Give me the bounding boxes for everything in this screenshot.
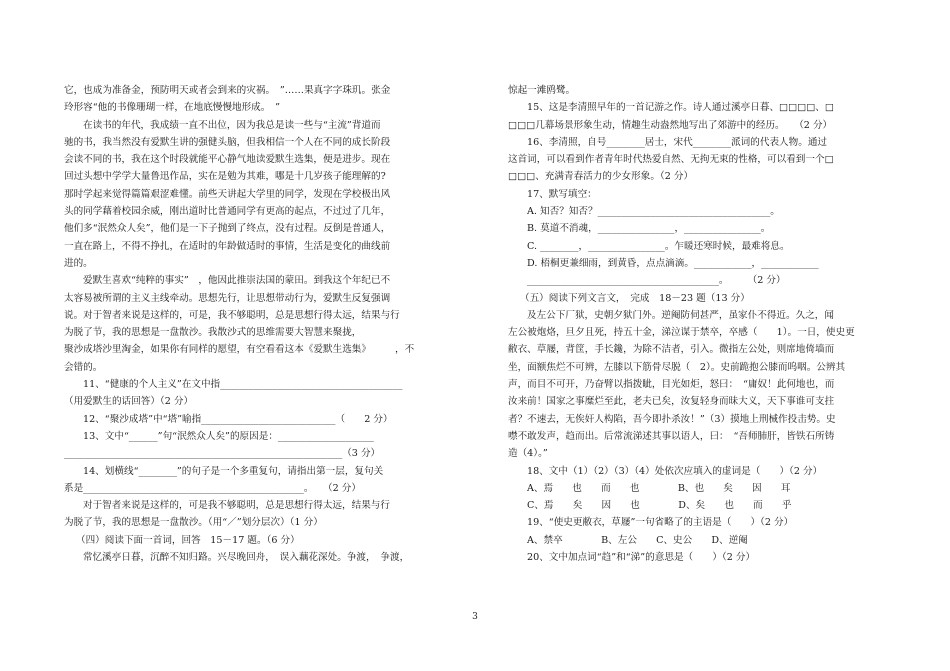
text-line: 对于智者来说是这样的，可是我不够聪明，总是思想行得太远，结果与行 xyxy=(83,500,390,512)
question-15: 15、这是李清照早年的一首记游之作。诗人通过溪亭日暮、□□□□、□ xyxy=(527,102,834,114)
text-line: 聚沙成塔沙里淘金，如果你有同样的愿望，有空看看这本《爱默生选集》 ，不 xyxy=(64,344,415,356)
text-line: 它，也成为准备金，预防明天或者会到来的灾祸。 ”……果真字字珠玑。张金 xyxy=(64,85,391,96)
option-c: C. ________，________________。乍暖还寒时候，最难将息。 xyxy=(527,240,790,252)
question-16: 16、李清照，自号________居士，宋代________派词的代表人物。通过 xyxy=(527,136,828,148)
option-a: A. 知否？知否？____________________________________。 xyxy=(527,206,780,218)
passage-line: 造（4）。” xyxy=(508,448,548,460)
passage-line: 汝来前！国家之事糜烂至此，老夫已矣，汝复轻身而昧大义，天下事谁可支拄 xyxy=(508,396,835,408)
passage-line: 敝衣、草屦，背筐，手长鑱，为除不洁者，引入。微指左公处，则席地倚墙而 xyxy=(508,344,835,356)
question-11: 11、“健康的个人主义”在文中指______________________________________ xyxy=(83,379,403,391)
question-17: 17、默写填空： xyxy=(527,188,597,200)
choice-line: A、焉 也 而 也 B、也 矣 因 耳 xyxy=(527,482,791,494)
passage-line: 及左公下厂狱，史朝夕狱门外。逆阉防伺甚严，虽家仆不得近。久之，闻 xyxy=(527,309,834,321)
text-line: 那时学起来觉得篇篇艰涩难懂。前些天讲起大学里的同学，发现在学校极出风 xyxy=(64,188,391,200)
text-line: 爱默生喜欢“纯粹的事实” ，他因此推崇法国的蒙田。到我这个年纪已不 xyxy=(83,275,391,287)
text-line: □□□几幕场景形象生动，情趣生动盎然地写出了郊游中的经历。 （2 分） xyxy=(508,119,833,131)
text-line: 会错的。 xyxy=(64,361,103,373)
option-d: D. 梧桐更兼细雨，到黄昏，点点滴滴。____________，____________ xyxy=(527,257,819,269)
page-number: 3 xyxy=(472,612,478,622)
text-line: 回过头想中学学大量鲁迅作品，实在是勉为其难，哪是十几岁孩子能理解的? xyxy=(64,171,386,183)
poem-line: 常忆溪亭日暮，沉醉不知归路。兴尽晚回舟， 误入藕花深处。争渡， 争渡， xyxy=(83,552,410,564)
section-heading-4: （四）阅读下面一首词，回答 15－17 题。（6 分） xyxy=(76,534,300,546)
question-13: 13、文中“______”句“泯然众人矣”的原因是：____________________ xyxy=(83,430,374,442)
question-19: 19、“使史更敝衣，草屦”一句省略了的主语是（ ）（2 分） xyxy=(527,517,794,529)
text-line: 太容易被所谓的主义主线牵动。思想先行，让思想带动行为，爱默生反复强调 xyxy=(64,292,391,304)
choice-line: C、焉 矣 因 也 D、矣 也 而 乎 xyxy=(527,500,792,512)
text-line: 在读书的年代，我成绩一直不出位，因为我总是读一些与“主流”背道而 xyxy=(83,119,381,131)
poem-line: 惊起一滩鸥鹭。 xyxy=(508,85,576,96)
section-heading-5: （五）阅读下列文言文， 完成 18－23 题（13 分） xyxy=(520,292,750,304)
passage-line: 声，而目不可开，乃奋臂以指拨眦，目光如炬，怒曰： “庸奴！此何地也，而 xyxy=(508,379,835,391)
text-line: 玲形容“他的书像珊瑚一样，在地底慢慢地形成。 ” xyxy=(64,102,281,114)
question-14: 14、划横线“________”的句子是一个多重复句，请指出第一层，复句关 xyxy=(83,465,384,477)
text-line: □□□、充满青春活力的少女形象。（2 分） xyxy=(508,171,694,183)
passage-line: 者？不速去，无俟奸人构陷，吾今即扑杀汝！”（3）摸地上刑械作投击势。史 xyxy=(508,413,836,425)
text-line: 进的。 xyxy=(64,257,93,269)
text-line: 系是______________________________________________。 （2 分） xyxy=(64,482,361,494)
text-line: （用爱默生的话回答）（2 分） xyxy=(64,396,194,408)
text-line: 为脱了节，我的思想是一盘散沙。我散沙式的思维需要大智慧来聚拢， xyxy=(64,327,362,339)
option-b: B. 莫道不消魂，________________，________________。 xyxy=(527,223,771,235)
right-column xyxy=(508,82,888,566)
text-line: 这首词，可以看到作者青年时代热爱自然、无拘无束的性格，可以看到一个□ xyxy=(508,154,834,166)
question-12: 12、“聚沙成塔”中“塔”喻指____________________________（ 2 分） xyxy=(83,413,393,425)
passage-line: 坐，面额焦烂不可辨，左膝以下筋骨尽脱（ 2）。史前跪抱公膝而呜咽。公辨其 xyxy=(508,361,846,373)
text-line: 说。对于智者来说是这样的，可是，我不够聪明，总是思想行得太远，结果与行 xyxy=(64,309,400,321)
passage-line: 左公被炮烙，旦夕且死，持五十金，涕泣谋于禁卒，卒感（ 1）。一日，使史更 xyxy=(508,327,855,339)
left-column xyxy=(64,82,444,566)
text-line: ________________________________________。 （2 分） xyxy=(527,275,786,287)
text-line: 他们多“泯然众人矣”，他们是一下子抛到了终点，没有过程。反倒是普通人， xyxy=(64,223,391,235)
text-line: 头的同学藉着校园余威，刚出道时比普通同学有更高的起点，不过过了几年， xyxy=(64,206,391,218)
passage-line: 噤不敢发声，趋而出。后常流涕述其事以语人，曰： “吾师肺肝，皆铁石所铸 xyxy=(508,430,835,442)
question-20: 20、文中加点词“趋”和“涕”的意思是（ ）（2 分） xyxy=(527,552,756,564)
question-18: 18、文中（1）（2）（3）（4）处依次应填入的虚词是（ ）（2 分） xyxy=(527,465,823,477)
choice-line: A、禁卒 B、左公 C、史公 D、逆阉 xyxy=(527,534,748,546)
text-line: __________________________________________________________（3 分） xyxy=(64,448,381,460)
text-line: 驰的书，我当然没有爱默生讲的强健头脑，但我相信一个人在不同的成长阶段 xyxy=(64,136,391,148)
text-line: 为脱了节，我的思想是一盘散沙。（用“／”划分层次）（1 分） xyxy=(64,517,323,529)
text-line: 一直在路上，不得不挣扎，在适时的年龄做适时的事情，生活是变化的曲线前 xyxy=(64,240,391,252)
text-line: 会读不同的书，我在这个时段就能平心静气地读爱默生选集，便是进步。现在 xyxy=(64,154,391,166)
